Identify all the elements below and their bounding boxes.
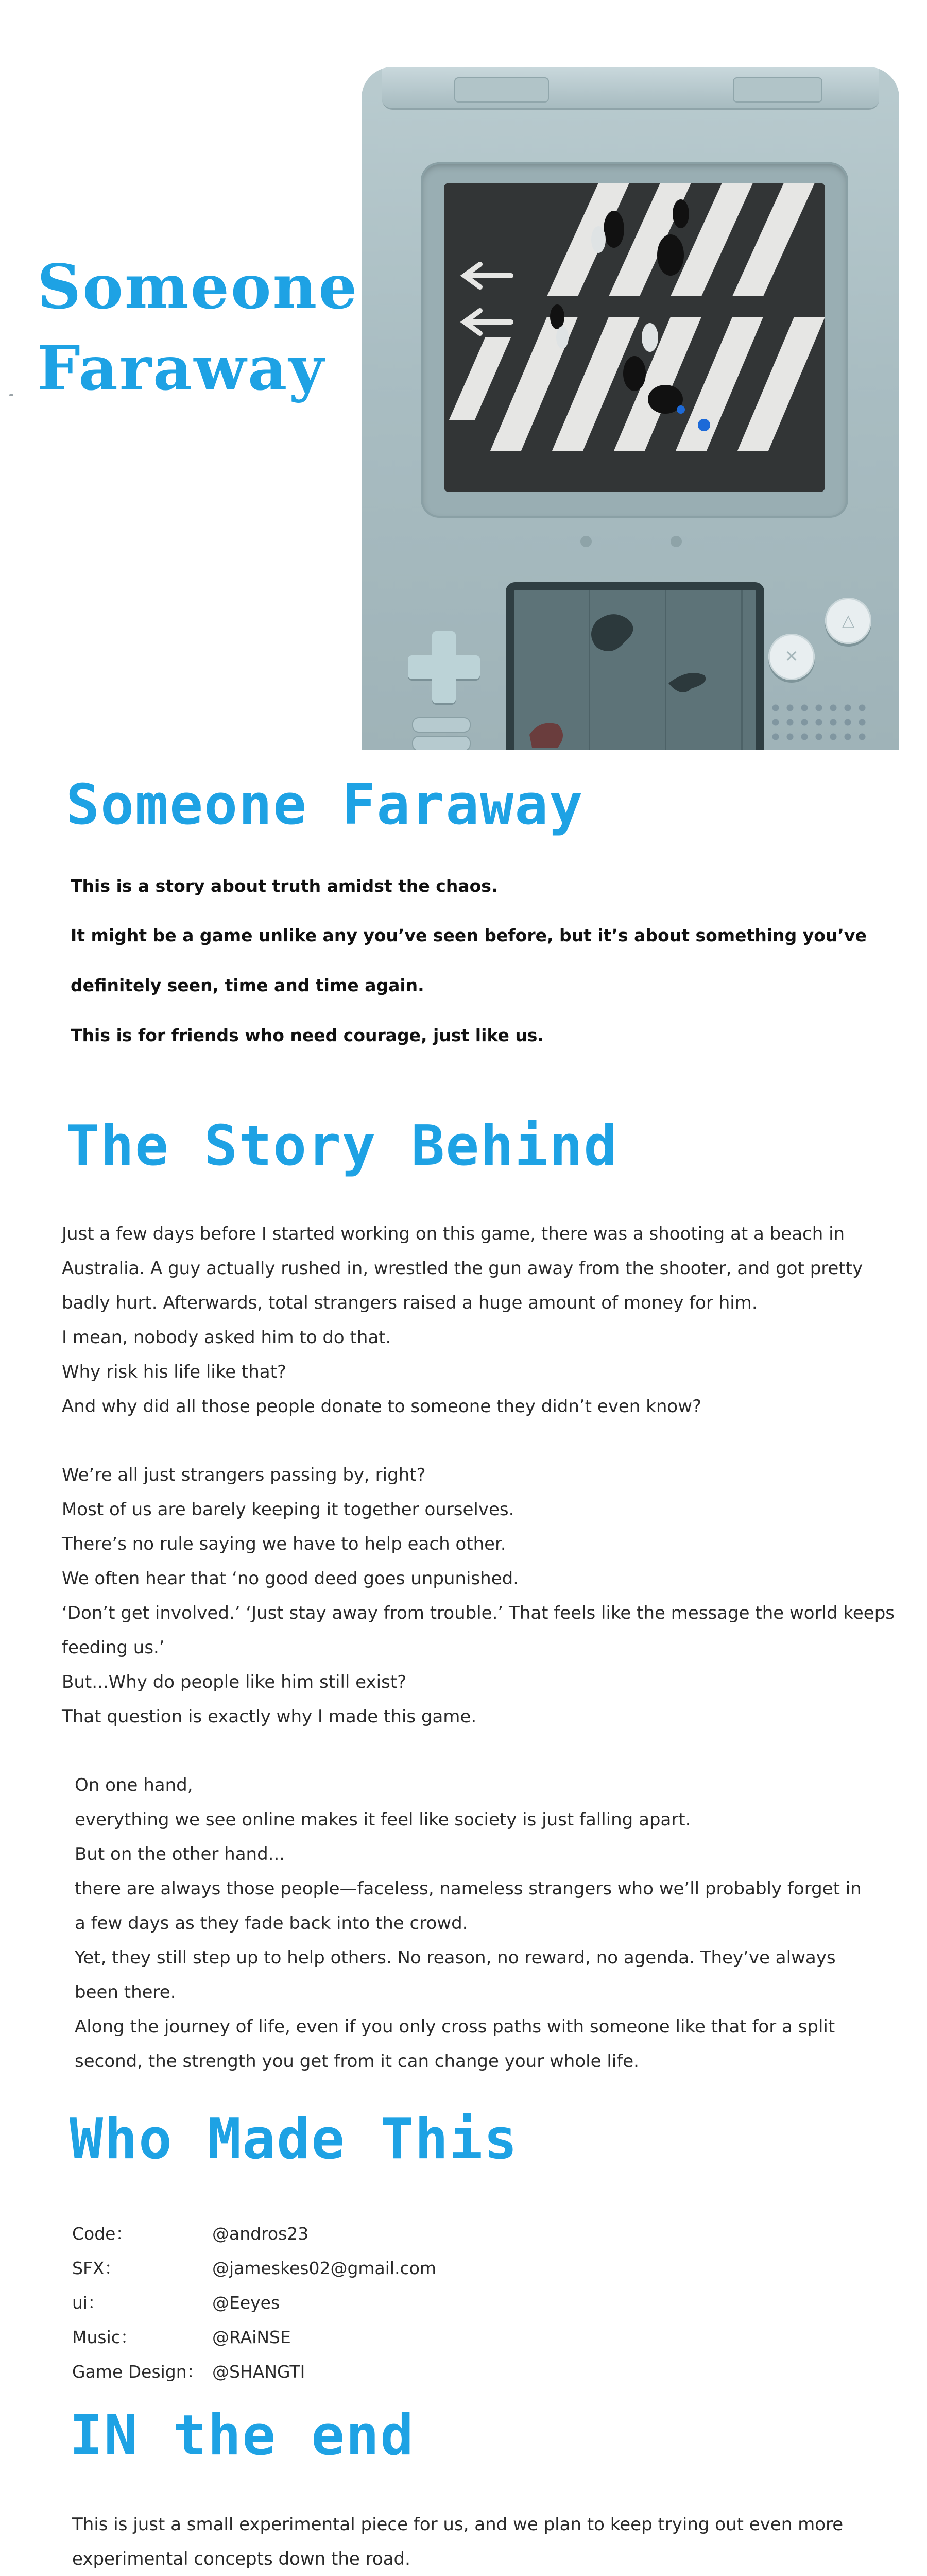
credit-role: SFX： xyxy=(72,2258,122,2278)
story-line: Most of us are barely keeping it together ourselves. xyxy=(62,1499,514,1520)
decorative-dot xyxy=(9,394,13,396)
intro-line: definitely seen, time and time again. xyxy=(71,975,424,995)
speaker-dot-right xyxy=(671,536,682,547)
story-paragraph-1 xyxy=(62,1217,863,1424)
story-line: a few days as they fade back into the crowd. xyxy=(75,1913,468,1934)
credit-value: @RAiNSE xyxy=(212,2327,291,2347)
shadow-figures xyxy=(514,590,756,750)
credit-role: Game Design： xyxy=(72,2362,204,2382)
select-button-shape xyxy=(412,717,471,733)
ending-heading: IN the end xyxy=(70,2403,415,2468)
story-heading: The Story Behind xyxy=(66,1114,619,1178)
crosswalk-scene-image xyxy=(444,183,825,492)
top-screen-crosswalk-scene xyxy=(444,183,825,492)
story-line: That question is exactly why I made this game. xyxy=(62,1706,477,1727)
story-line: Yet, they still step up to help others. No reason, no reward, no agenda. They’ve always xyxy=(75,1947,836,1968)
story-line: Along the journey of life, even if you only cross paths with someone like that for a split xyxy=(75,2016,835,2037)
credit-role: Code： xyxy=(72,2224,133,2244)
hero-title xyxy=(37,246,358,409)
story-line: Just a few days before I started working on this game, there was a shooting at a beach in xyxy=(62,1224,845,1244)
story-line: But...Why do people like him still exist? xyxy=(62,1672,407,1692)
credit-value: @andros23 xyxy=(212,2224,309,2244)
intro-heading: Someone Faraway xyxy=(66,773,584,837)
ending-line: experimental concepts down the road. xyxy=(72,2549,410,2569)
start-button-shape xyxy=(412,736,471,750)
intro-line: This is for friends who need courage, just like us. xyxy=(71,1025,544,1045)
intro-line: This is a story about truth amidst the chaos. xyxy=(71,876,498,896)
story-line: everything we see online makes it feel like society is just falling apart. xyxy=(75,1809,691,1830)
story-line: there are always those people—faceless, nameless strangers who we’ll probably forget in xyxy=(75,1878,862,1899)
speaker-dot-left xyxy=(580,536,592,547)
credit-value: @jameskes02@gmail.com xyxy=(212,2258,437,2278)
story-line: Australia. A guy actually rushed in, wrestled the gun away from the shooter, and got pretty xyxy=(62,1258,863,1279)
story-line: On one hand, xyxy=(75,1775,193,1795)
console-hinge xyxy=(382,67,879,110)
story-line: We often hear that ‘no good deed goes unpunished. xyxy=(62,1568,519,1589)
ending-line: This is just a small experimental piece for us, and we plan to keep trying out even more xyxy=(72,2514,844,2535)
story-line: I mean, nobody asked him to do that. xyxy=(62,1327,391,1348)
story-line: And why did all those people donate to someone they didn’t even know? xyxy=(62,1396,702,1417)
b-button-icon: △ xyxy=(825,598,871,644)
story-line: There’s no rule saying we have to help each other. xyxy=(62,1534,506,1554)
a-button-icon: ✕ xyxy=(768,634,815,680)
handheld-console-illustration xyxy=(362,67,899,750)
story-line: second, the strength you get from it can change your whole life. xyxy=(75,2051,639,2072)
story-line: Why risk his life like that? xyxy=(62,1362,287,1382)
credit-value: @SHANGTI xyxy=(212,2362,305,2382)
hero-banner xyxy=(0,0,927,752)
credits-heading: Who Made This xyxy=(70,2107,519,2172)
story-line: badly hurt. Afterwards, total strangers raised a huge amount of money for him. xyxy=(62,1293,758,1313)
story-paragraph-2 xyxy=(62,1458,895,1734)
credit-role: ui： xyxy=(72,2293,105,2313)
bottom-touch-screen xyxy=(506,582,764,750)
ending-paragraph xyxy=(72,2507,870,2576)
speaker-grille xyxy=(768,701,871,747)
hero-title-line2: Faraway xyxy=(37,332,326,404)
dpad-icon xyxy=(408,631,480,703)
story-line: ‘Don’t get involved.’ ‘Just stay away from trouble.’ That feels like the message the world keeps xyxy=(62,1603,895,1623)
story-line: We’re all just strangers passing by, right? xyxy=(62,1465,426,1485)
story-line: feeding us.’ xyxy=(62,1637,165,1658)
story-line: been there. xyxy=(75,1982,176,2003)
credit-value: @Eeyes xyxy=(212,2293,280,2313)
hero-title-line1: Someone xyxy=(37,251,359,323)
credit-role: Music： xyxy=(72,2327,138,2347)
story-paragraph-3 xyxy=(75,1768,862,2079)
intro-line: It might be a game unlike any you’ve seen before, but it’s about something you’ve xyxy=(71,925,867,945)
story-line: But on the other hand... xyxy=(75,1844,285,1865)
